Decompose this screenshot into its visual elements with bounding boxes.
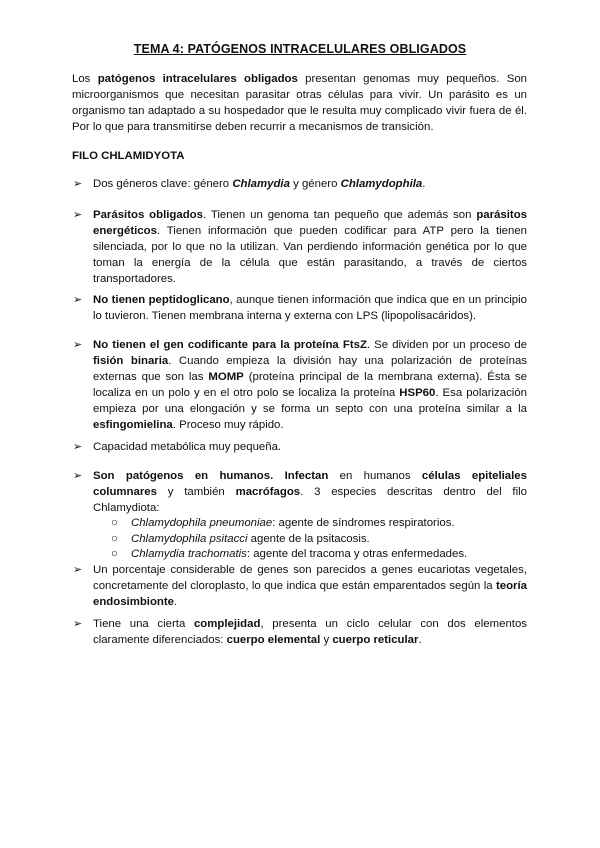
genus-name: Chlamydia — [232, 178, 290, 190]
species-item — [73, 516, 527, 532]
arrow-bullet-icon: ➢ — [73, 294, 83, 306]
bullet-bold: cuerpo elemental — [226, 634, 321, 646]
species-desc: : agente de síndromes respiratorios. — [272, 517, 455, 529]
bullet-bold: parásitos energéticos — [93, 209, 527, 237]
bullet-text: . — [422, 178, 426, 190]
arrow-bullet-icon: ➢ — [73, 441, 83, 453]
bullet-text: y — [320, 634, 333, 646]
intro-paragraph — [72, 71, 527, 135]
bullet-text: Dos géneros clave: género — [93, 178, 233, 190]
bullet-bold: esfingomielina — [93, 419, 173, 431]
section-heading: FILO CHLAMIDYOTA — [72, 150, 185, 162]
bullet-bold: teoría endosimbionte — [93, 580, 527, 608]
species-desc: : agente del tracoma y otras enfermedades. — [246, 548, 468, 560]
bullet-text: . — [418, 634, 422, 646]
circle-bullet-icon: ○ — [111, 532, 118, 545]
bullet-text: . Se dividen por un proceso de — [366, 339, 527, 351]
species-desc: agente de la psitacosis. — [247, 532, 370, 545]
bullet-bold: macrófagos — [235, 486, 301, 498]
species-name: Chlamydophila pneumoniae — [131, 517, 273, 529]
bullet-item-peptidoglycan — [73, 292, 527, 324]
species-item — [73, 547, 527, 563]
bullet-item-endosymbiont — [73, 562, 527, 610]
bullet-bold: fisión binaria — [93, 355, 169, 367]
arrow-bullet-icon: ➢ — [73, 618, 83, 630]
genus-name: Chlamydophila — [340, 178, 423, 190]
arrow-bullet-icon: ➢ — [73, 209, 83, 221]
bullet-item-ftsz — [73, 337, 527, 433]
intro-text: Los — [72, 73, 98, 85]
arrow-bullet-icon: ➢ — [73, 339, 83, 351]
bullet-bold: MOMP — [208, 371, 244, 383]
bullet-text: Un porcentaje considerable de genes son parecidos a genes eucariotas vegetales, concretamente del cloroplasto, lo que indica que están emparentados según la — [93, 564, 527, 592]
bullet-text: . Cuando empieza la división hay una polarización de proteínas externas que son las — [93, 355, 527, 383]
bullet-item-metabolic-capacity — [73, 439, 527, 455]
bullet-text: , aunque tienen información que indica que en un principio lo tuvieron. Tienen membrana interna y externa con LPS (lipopolisacáridos). — [93, 294, 527, 322]
arrow-bullet-icon: ➢ — [73, 178, 83, 190]
species-name: Chlamydia trachomatis — [131, 548, 247, 560]
bullet-bold: Parásitos obligados — [93, 209, 203, 221]
bullet-text: (proteína principal de la membrana externa). Ésta se localiza en un polo y en el otro polo se localiza la proteína — [93, 371, 527, 399]
intro-text: presentan genomas muy pequeños. Son microorganismos que necesitan parasitar otras células para vivir. Un parásito es un organismo tan adaptado a su hospedador que le resulta muy complicado vivir fuera de él. Por lo que para transmitirse deben recurrir a mecanismos de transición. — [72, 73, 527, 133]
bullet-text: en humanos — [328, 470, 422, 482]
bullet-bold: No tienen peptidoglicano — [93, 294, 230, 306]
bullet-text: . Tienen información que pueden codificar para ATP pero la tienen silenciada, por lo que no la utilizan. Van perdiendo información genética por lo que toman la energía de la célula que están parasitando, a través de ciertos transportadores. — [93, 225, 527, 285]
bullet-bold: No tienen el gen codificante para la proteína FtsZ — [93, 339, 367, 351]
page-title: TEMA 4: PATÓGENOS INTRACELULARES OBLIGADOS — [133, 42, 467, 56]
bullet-text: Tiene una cierta — [93, 618, 194, 630]
bullet-item-human-pathogens — [73, 468, 527, 563]
arrow-bullet-icon: ➢ — [73, 564, 83, 576]
bullet-item-genera — [73, 176, 527, 192]
bullet-text: . Esa polarización empieza por una elongación y se forma un septo con una proteína similar a la — [93, 387, 527, 415]
bullet-bold: células epiteliales columnares — [93, 470, 527, 498]
bullet-item-obligate-parasites — [73, 207, 527, 287]
circle-bullet-icon: ○ — [111, 517, 118, 529]
bullet-item-cell-cycle — [73, 616, 527, 648]
bullet-bold: cuerpo reticular — [332, 634, 419, 646]
arrow-bullet-icon: ➢ — [73, 470, 83, 482]
bullet-text: . Proceso muy rápido. — [172, 419, 284, 431]
bullet-text: . 3 especies descritas dentro del filo Chlamydiota: — [93, 486, 527, 514]
bullet-text: y género — [289, 178, 341, 190]
bullet-text: y también — [156, 486, 236, 498]
intro-bold: patógenos intracelulares obligados — [97, 73, 298, 85]
bullet-bold: HSP60 — [399, 387, 436, 399]
bullet-text: . Tienen un genoma tan pequeño que además son — [202, 209, 477, 221]
species-item — [73, 532, 527, 548]
bullet-text: Capacidad metabólica muy pequeña. — [93, 441, 282, 453]
bullet-text: . — [174, 596, 178, 608]
species-name: Chlamydophila psitacci — [131, 532, 248, 545]
bullet-bold: complejidad — [193, 618, 261, 630]
bullet-bold: Son patógenos en humanos. Infectan — [93, 470, 329, 482]
species-list — [73, 516, 527, 563]
bullet-text: , presenta un ciclo celular con dos elementos claramente diferenciados: — [93, 618, 527, 646]
circle-bullet-icon: ○ — [111, 548, 118, 560]
